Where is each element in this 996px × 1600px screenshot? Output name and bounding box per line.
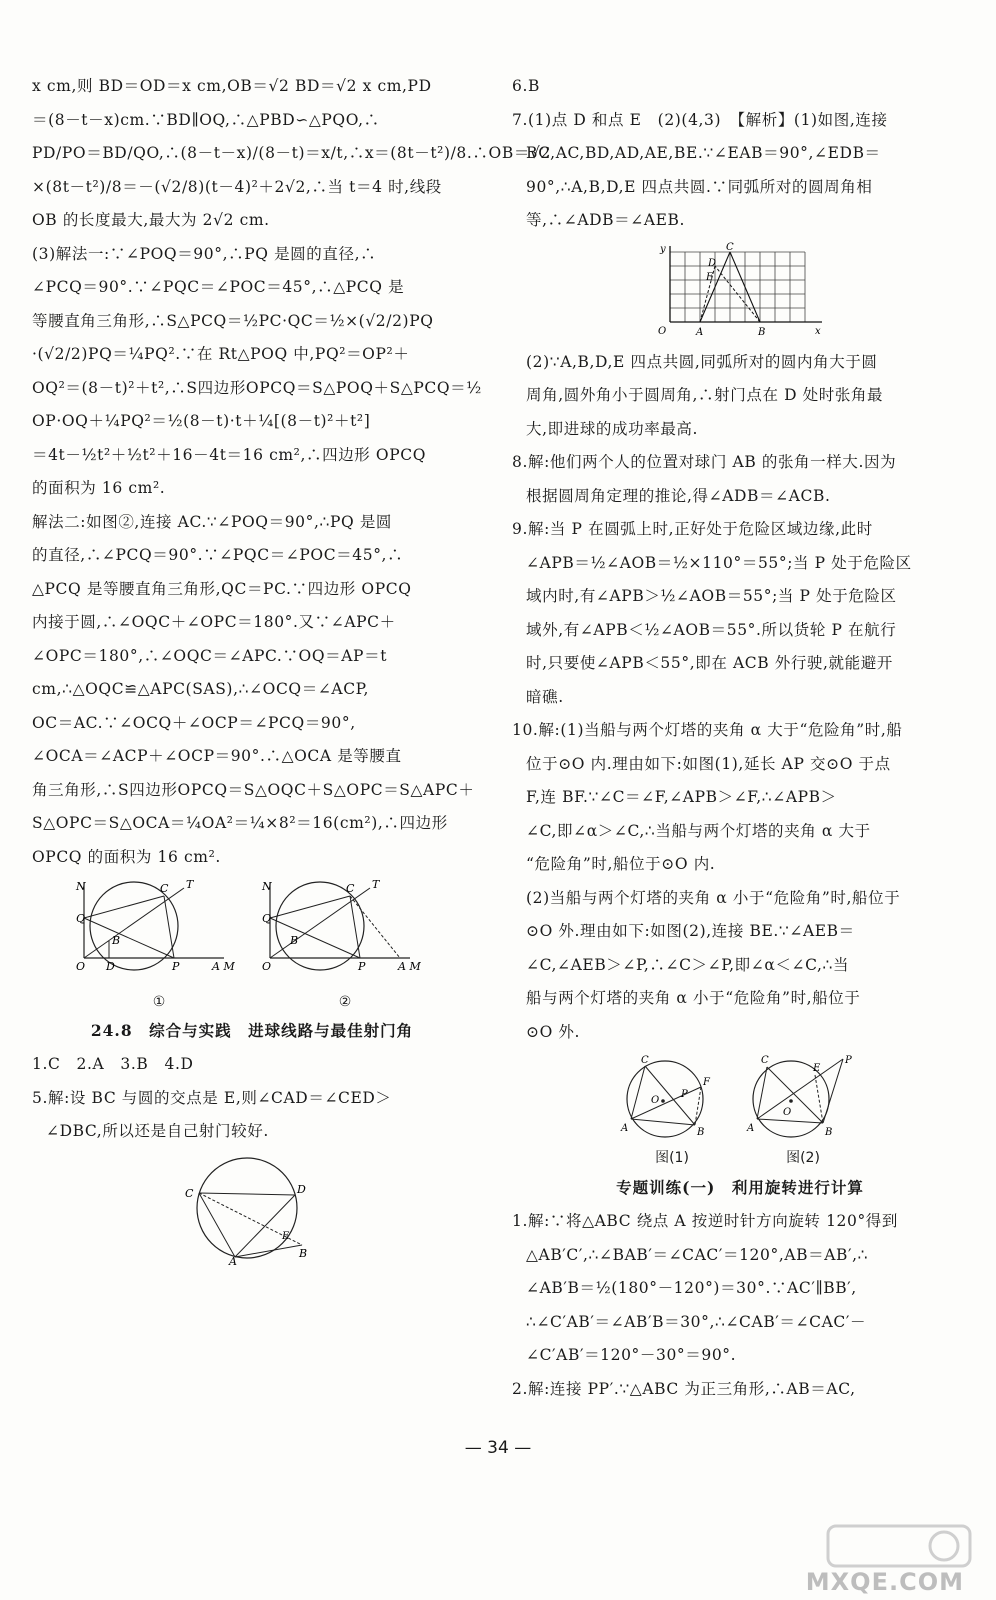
q7-line: 周角,圆外角小于圆周角,∴射门点在 D 处时张角最 (526, 386, 884, 404)
svg-text:C: C (641, 1055, 649, 1066)
text-line: ∠OPC＝180°,∴∠OQC＝∠APC.∵OQ＝AP＝t (32, 646, 388, 665)
t1-line: △AB′C′,∴∠BAB′＝∠CAC′＝120°,AB＝AB′,∴ (526, 1245, 869, 1264)
q10-figures-row (512, 1053, 968, 1167)
q9-line: ∠APB＝½∠AOB＝½×110°＝55°;当 P 处于危险区 (526, 553, 912, 572)
text-line: ＝(8－t－x)cm.∵BD∥OQ,∴△PBD∽△PQO,∴ (32, 110, 380, 129)
svg-text:B: B (112, 934, 121, 947)
text-line: (3)解法一:∵∠POQ＝90°,∴PQ 是圆的直径,∴ (32, 244, 377, 263)
svg-text:A: A (621, 1123, 629, 1134)
q10-line: (2)当船与两个灯塔的夹角 α 小于“危险角”时,船位于 (526, 888, 901, 907)
text-line: PD/PO＝BD/QO,∴(8－t－x)/(8－t)＝x/t,∴x＝(8t－t²)/8.∴OB＝√2 (32, 144, 551, 162)
q7-line: (2)∵A,B,D,E 四点共圆,同弧所对的圆内角大于圆 (526, 352, 878, 371)
svg-text:Q: Q (262, 912, 272, 925)
q10-figure-two (743, 1053, 863, 1167)
t1-line: ∴∠C′AB′＝∠AB′B＝30°,∴∠CAB′＝∠CAC′－ (526, 1312, 867, 1331)
text-line: cm,∴△OQC≌△APC(SAS),∴∠OCQ＝∠ACP, (32, 680, 370, 698)
text-line: x cm,则 BD＝OD＝x cm,OB＝√2 BD＝√2 x cm,PD (32, 77, 432, 95)
text-line: OP·OQ＋¼PQ²＝½(8－t)·t＋¼[(8－t)²＋t²] (32, 412, 371, 430)
text-line: 内接于圆,∴∠OQC＋∠OPC＝180°.又∵∠APC＋ (32, 613, 396, 631)
figure-two (260, 878, 430, 1010)
right-column (512, 70, 968, 1406)
svg-text:A: A (747, 1123, 755, 1134)
svg-text:N: N (262, 880, 272, 893)
q10-figure-one (617, 1053, 727, 1167)
svg-text:B: B (758, 326, 766, 338)
text-line: 角三角形,∴S四边形OPCQ＝S△OQC＋S△OPC＝S△APC＋ (32, 780, 475, 799)
svg-text:B: B (290, 934, 299, 947)
lighthouse-diagram-two (743, 1053, 863, 1143)
svg-text:T: T (372, 878, 380, 891)
svg-text:T: T (186, 878, 194, 891)
text-line: 的直径,∴∠PCQ＝90°.∵∠PQC＝∠POC＝45°,∴ (32, 546, 404, 564)
lighthouse-diagram-one (617, 1053, 727, 1143)
text-line: 等腰直角三角形,∴S△PCQ＝½PC·QC＝½×(√2/2)PQ (32, 311, 434, 330)
q10-line: 位于⊙O 内.理由如下:如图(1),延长 AP 交⊙O 于点 (526, 754, 891, 773)
svg-text:O: O (76, 960, 86, 973)
svg-text:C: C (726, 241, 734, 253)
q10-line: F,连 BF.∵∠C＝∠F,∠APB＞∠F,∴∠APB＞ (526, 788, 837, 806)
svg-text:P: P (681, 1089, 688, 1100)
svg-text:E: E (706, 271, 714, 283)
text-line: ×(8t－t²)/8＝－(√2/8)(t－4)²＋2√2,∴当 t＝4 时,线段 (32, 177, 442, 196)
svg-text:P: P (172, 960, 180, 973)
q7-line: 7.(1)点 D 和点 E (2)(4,3) 【解析】(1)如图,连接 (512, 110, 888, 129)
svg-text:D: D (106, 960, 115, 973)
svg-text:C: C (346, 882, 355, 895)
text-line: △PCQ 是等腰直角三角形,QC＝PC.∵四边形 OPCQ (32, 579, 412, 598)
q7-grid-diagram (650, 242, 830, 342)
svg-text:P: P (358, 960, 366, 973)
svg-text:F: F (703, 1077, 710, 1088)
q10-line: “危险角”时,船位于⊙O 内. (526, 855, 716, 873)
svg-text:B: B (299, 1246, 308, 1260)
svg-text:E: E (282, 1230, 290, 1242)
circle-figures-row (32, 878, 472, 1010)
q5-line: 5.解:设 BC 与圆的交点是 E,则∠CAD＝∠CED＞ (32, 1088, 392, 1107)
watermark-text: MXQE.COM (805, 1568, 964, 1596)
q9-line: 域内时,有∠APB＞½∠AOB＝55°;当 P 处于危险区 (526, 587, 897, 605)
figure-1-caption: 图(1) (655, 1150, 689, 1166)
svg-text:E: E (813, 1063, 821, 1074)
text-line: ∠PCQ＝90°.∵∠PQC＝∠POC＝45°,∴△PCQ 是 (32, 278, 405, 296)
svg-text:D: D (297, 1182, 306, 1196)
circle-diagram-one (74, 878, 244, 990)
svg-text:O: O (783, 1107, 792, 1118)
q6-answer: 6.B (512, 77, 540, 95)
svg-text:N: N (76, 880, 86, 893)
section-title-24-8: 24.8 综合与实践 进球线路与最佳射门角 (90, 1021, 414, 1040)
q10-line: ∠C,∠AEB＞∠P,∴∠C＞∠P,即∠α＜∠C,∴当 (526, 955, 850, 974)
q7-line: 大,即进球的成功率最高. (526, 419, 699, 438)
q5-circle-diagram (177, 1153, 327, 1265)
text-line: OB 的长度最大,最大为 2√2 cm. (32, 211, 270, 229)
answers-1-4: 1.C 2.A 3.B 4.D (32, 1055, 194, 1073)
text-line: ＝4t－½t²＋½t²＋16－4t＝16 cm²,∴四边形 OPCQ (32, 445, 427, 464)
text-line: 解法二:如图②,连接 AC.∵∠POQ＝90°,∴PQ 是圆 (32, 512, 393, 531)
svg-text:x: x (815, 325, 821, 337)
q7-line: 等,∴∠ADB＝∠AEB. (526, 211, 686, 229)
svg-text:D: D (708, 257, 717, 269)
circle-diagram-two (260, 878, 430, 990)
q9-line: 9.解:当 P 在圆弧上时,正好处于危险区域边缘,此时 (512, 520, 873, 538)
page-number: — 34 — (464, 1438, 532, 1458)
svg-text:B: B (825, 1127, 833, 1138)
svg-text:A M: A M (398, 960, 421, 973)
t1-line: ∠C′AB′＝120°－30°＝90°. (526, 1346, 737, 1364)
text-line: OC＝AC.∵∠OCQ＋∠OCP＝∠PCQ＝90°, (32, 713, 356, 732)
figure-2-caption: 图(2) (786, 1150, 820, 1166)
svg-text:A: A (696, 326, 704, 338)
q10-line: 船与两个灯塔的夹角 α 小于“危险角”时,船位于 (526, 989, 861, 1007)
svg-text:A: A (229, 1254, 237, 1265)
q10-line: 10.解:(1)当船与两个灯塔的夹角 α 大于“危险角”时,船 (512, 721, 903, 739)
t2-line: 2.解:连接 PP′.∵△ABC 为正三角形,∴AB＝AC, (512, 1379, 856, 1398)
svg-text:O: O (658, 325, 667, 337)
figure-two-label: ② (338, 994, 352, 1010)
q10-line: ∠C,即∠α＞∠C,∴当船与两个灯塔的夹角 α 大于 (526, 821, 871, 840)
svg-text:C: C (761, 1055, 769, 1066)
q8-line: 根据圆周角定理的推论,得∠ADB＝∠ACB. (526, 486, 831, 505)
svg-text:C: C (185, 1186, 194, 1200)
text-line: ·(√2/2)PQ＝¼PQ².∵在 Rt△POQ 中,PQ²＝OP²＋ (32, 345, 410, 363)
svg-text:Q: Q (76, 912, 86, 925)
text-line: ∠OCA＝∠ACP＋∠OCP＝90°.∴△OCA 是等腰直 (32, 747, 402, 765)
svg-text:O: O (262, 960, 272, 973)
section-title-special-training: 专题训练(一) 利用旋转进行计算 (616, 1178, 864, 1197)
t1-line: ∠AB′B＝½(180°－120°)＝30°.∵AC′∥BB′, (526, 1279, 857, 1297)
svg-text:y: y (660, 243, 666, 255)
svg-text:A M: A M (212, 960, 235, 973)
q8-line: 8.解:他们两个人的位置对球门 AB 的张角一样大.因为 (512, 453, 897, 471)
q7-line: BC,AC,BD,AD,AE,BE.∵∠EAB＝90°,∠EDB＝ (526, 144, 881, 162)
t1-line: 1.解:∵将△ABC 绕点 A 按逆时针方向旋转 120°得到 (512, 1212, 898, 1230)
svg-text:P: P (845, 1055, 852, 1066)
svg-text:B: B (697, 1127, 705, 1138)
figure-one-label: ① (152, 994, 166, 1010)
text-line: OQ²＝(8－t)²＋t²,∴S四边形OPCQ＝S△POQ＋S△PCQ＝½ (32, 378, 482, 397)
q9-line: 域外,有∠APB＜½∠AOB＝55°.所以货轮 P 在航行 (526, 620, 897, 639)
figure-one (74, 878, 244, 1010)
q7-line: 90°,∴A,B,D,E 四点共圆.∵同弧所对的圆周角相 (526, 177, 873, 196)
q9-line: 暗礁. (526, 687, 564, 706)
text-line: 的面积为 16 cm². (32, 479, 166, 497)
q10-line: ⊙O 外.理由如下:如图(2),连接 BE.∵∠AEB＝ (526, 922, 855, 940)
svg-text:O: O (651, 1095, 660, 1106)
q5-line: ∠DBC,所以还是自己射门较好. (46, 1122, 269, 1140)
text-line: S△OPC＝S△OCA＝¼OA²＝¼×8²＝16(cm²),∴四边形 (32, 814, 448, 832)
svg-text:C: C (160, 882, 169, 895)
q9-line: 时,只要使∠APB＜55°,即在 ACB 外行驶,就能避开 (526, 654, 893, 672)
q10-line: ⊙O 外. (526, 1022, 581, 1041)
text-line: OPCQ 的面积为 16 cm². (32, 847, 221, 866)
